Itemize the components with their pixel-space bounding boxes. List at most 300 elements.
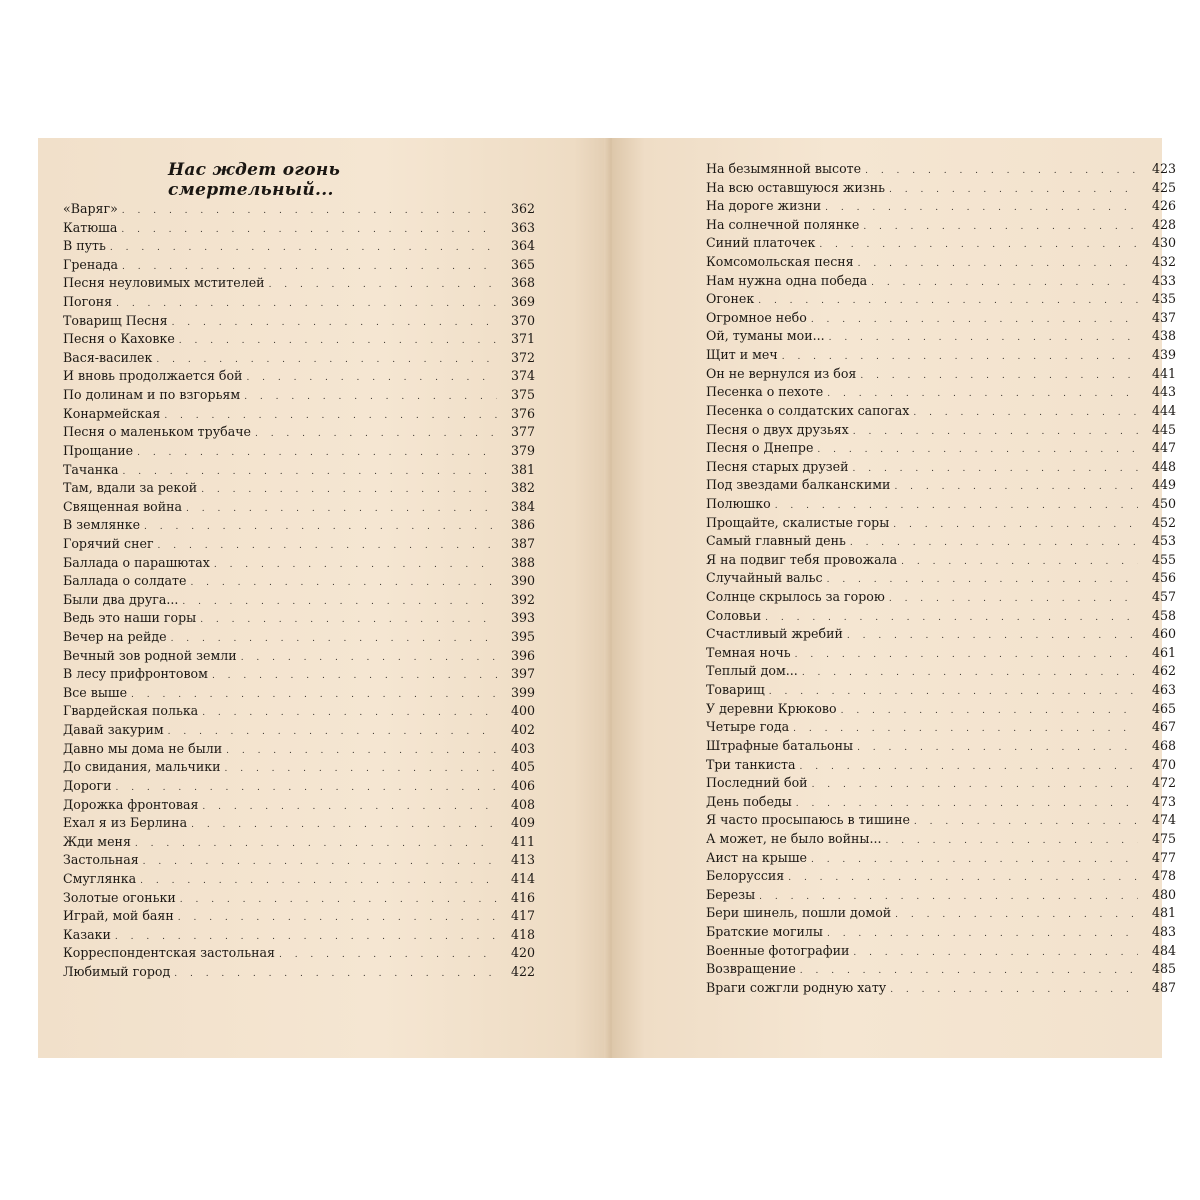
entry-page-number: 478 (1151, 868, 1176, 884)
entry-title: В лесу прифронтовом (63, 666, 208, 682)
entry-page-number: 452 (1151, 514, 1176, 530)
entry-page-number: 362 (510, 201, 535, 216)
dot-leader (121, 225, 497, 235)
entry-title: Священная война (63, 498, 183, 514)
entry-page-number: 408 (510, 796, 535, 812)
dot-leader (889, 594, 1138, 604)
entry-page-number: 438 (1151, 328, 1176, 344)
entry-page-number: 461 (1151, 644, 1176, 660)
toc-entry (63, 331, 535, 350)
toc-entry (706, 719, 1176, 738)
entry-page-number: 487 (1151, 979, 1176, 995)
dot-leader (122, 262, 497, 272)
dot-leader (795, 650, 1138, 660)
toc-entry (706, 198, 1176, 217)
entry-page-number: 443 (1151, 384, 1176, 400)
entry-title: Соловьи (706, 607, 762, 623)
dot-leader (853, 427, 1138, 437)
entry-page-number: 393 (510, 610, 535, 626)
entry-page-number: 364 (510, 238, 535, 254)
entry-page-number: 462 (1151, 663, 1176, 679)
entry-page-number: 453 (1151, 533, 1176, 549)
entry-title: Товарищ (706, 682, 765, 698)
right-page (612, 138, 1176, 1058)
dot-leader (913, 408, 1138, 418)
dot-leader (246, 373, 497, 383)
dot-leader (115, 932, 497, 942)
dot-leader (914, 817, 1138, 827)
entry-page-number: 397 (510, 666, 535, 682)
entry-page-number: 450 (1151, 495, 1176, 511)
entry-page-number: 435 (1151, 291, 1176, 307)
entry-title: Он не вернулся из боя (706, 365, 857, 381)
entry-title: Комсомольская песня (706, 254, 854, 270)
dot-leader (171, 634, 497, 644)
dot-leader (893, 520, 1138, 530)
entry-page-number: 420 (510, 945, 535, 961)
entry-title: Любимый город (63, 963, 171, 979)
dot-leader (116, 299, 497, 309)
toc-entry (706, 645, 1176, 664)
dot-leader (890, 985, 1138, 995)
entry-title: Возвращение (706, 961, 796, 977)
toc-entry (706, 254, 1176, 273)
dot-leader (769, 687, 1138, 697)
toc-entry (706, 477, 1176, 496)
dot-leader (202, 708, 497, 718)
entry-page-number: 416 (510, 889, 535, 905)
toc-entry (706, 217, 1176, 236)
entry-page-number: 444 (1151, 402, 1176, 418)
entry-page-number: 455 (1151, 551, 1176, 567)
entry-page-number: 392 (510, 591, 535, 607)
entry-page-number: 449 (1151, 477, 1176, 493)
toc-entry (63, 945, 535, 964)
toc-entry (63, 406, 535, 425)
toc-entry (706, 291, 1176, 310)
entry-title: В землянке (63, 517, 141, 533)
dot-leader (865, 166, 1138, 176)
entry-page-number: 460 (1151, 626, 1176, 642)
dot-leader (156, 355, 497, 365)
dot-leader (144, 522, 497, 532)
entry-page-number: 437 (1151, 309, 1176, 325)
toc-entry (63, 201, 535, 220)
entry-page-number: 422 (510, 963, 535, 979)
entry-page-number: 441 (1151, 365, 1176, 381)
dot-leader (758, 296, 1138, 306)
toc-entry (706, 924, 1176, 943)
toc-entry (63, 629, 535, 648)
dot-leader (895, 910, 1138, 920)
dot-leader (158, 541, 497, 551)
toc-entry (63, 703, 535, 722)
entry-title: Синий платочек (706, 235, 816, 251)
dot-leader (850, 538, 1138, 548)
entry-page-number: 467 (1151, 719, 1176, 735)
entry-title: Тачанка (63, 461, 119, 477)
dot-leader (123, 467, 497, 477)
dot-leader (819, 240, 1138, 250)
entry-title: Ведь это наши горы (63, 610, 197, 626)
dot-leader (190, 578, 497, 588)
entry-title: Вася-василек (63, 349, 153, 365)
entry-title: Последний бой (706, 775, 808, 791)
dot-leader (847, 631, 1138, 641)
dot-leader (829, 333, 1138, 343)
entry-title: Жди меня (63, 833, 131, 849)
entry-title: Я часто просыпаюсь в тишине (706, 812, 910, 828)
toc-entry (63, 908, 535, 927)
toc-entry (706, 459, 1176, 478)
toc-entry (63, 462, 535, 481)
entry-title: Песня старых друзей (706, 458, 849, 474)
dot-leader (255, 429, 497, 439)
entry-title: Баллада о солдате (63, 573, 187, 589)
dot-leader (178, 913, 497, 923)
entry-page-number: 402 (510, 722, 535, 738)
dot-leader (201, 485, 497, 495)
entry-title: Случайный вальс (706, 570, 823, 586)
dot-leader (858, 259, 1138, 269)
dot-leader (226, 746, 497, 756)
entry-title: Песня о двух друзьях (706, 421, 849, 437)
dot-leader (182, 597, 497, 607)
toc-entry (63, 890, 535, 909)
entry-title: Четыре года (706, 719, 790, 735)
toc-entry (706, 161, 1176, 180)
entry-title: Полюшко (706, 495, 771, 511)
entry-page-number: 426 (1151, 198, 1176, 214)
toc-entry (63, 555, 535, 574)
dot-leader (137, 448, 497, 458)
toc-entry (706, 701, 1176, 720)
entry-page-number: 458 (1151, 607, 1176, 623)
dot-leader (901, 557, 1138, 567)
toc-entry (706, 757, 1176, 776)
entry-page-number: 396 (510, 647, 535, 663)
entry-title: Давно мы дома не были (63, 740, 223, 756)
entry-title: «Варяг» (63, 201, 118, 216)
entry-page-number: 369 (510, 294, 535, 310)
toc-entry (706, 961, 1176, 980)
entry-page-number: 371 (510, 331, 535, 347)
dot-leader (202, 802, 497, 812)
dot-leader (827, 575, 1138, 585)
dot-leader (164, 411, 497, 421)
toc-entry (63, 778, 535, 797)
entry-title: Катюша (63, 219, 118, 235)
entry-title: Самый главный день (706, 533, 846, 549)
entry-page-number: 376 (510, 405, 535, 421)
entry-page-number: 405 (510, 759, 535, 775)
toc-entry (706, 868, 1176, 887)
left-toc-list (63, 201, 535, 983)
dot-leader (143, 857, 497, 867)
toc-entry (63, 573, 535, 592)
dot-leader (269, 280, 497, 290)
entry-page-number: 456 (1151, 570, 1176, 586)
toc-entry (706, 905, 1176, 924)
toc-entry (706, 533, 1176, 552)
entry-title: Прощайте, скалистые горы (706, 514, 890, 530)
entry-title: Штрафные батальоны (706, 737, 854, 753)
entry-page-number: 386 (510, 517, 535, 533)
entry-title: Нам нужна одна победа (706, 272, 868, 288)
entry-title: Погоня (63, 294, 113, 310)
entry-title: Корреспондентская застольная (63, 945, 275, 961)
entry-title: Аист на крыше (706, 849, 807, 865)
entry-page-number: 417 (510, 908, 535, 924)
entry-title: Песенка о пехоте (706, 384, 824, 400)
toc-entry (63, 238, 535, 257)
toc-entry (63, 480, 535, 499)
toc-entry (706, 515, 1176, 534)
toc-entry (706, 180, 1176, 199)
dot-leader (225, 764, 497, 774)
toc-entry (706, 422, 1176, 441)
dot-leader (841, 706, 1138, 716)
toc-entry (706, 403, 1176, 422)
left-page (38, 138, 608, 1058)
toc-entry (63, 424, 535, 443)
entry-page-number: 374 (510, 368, 535, 384)
dot-leader (765, 613, 1138, 623)
dot-leader (186, 504, 497, 514)
entry-page-number: 463 (1151, 682, 1176, 698)
toc-entry (63, 871, 535, 890)
toc-entry (63, 815, 535, 834)
entry-title: Горячий снег (63, 535, 154, 551)
book-spread (38, 138, 1176, 1058)
entry-page-number: 425 (1151, 179, 1176, 195)
toc-entry (63, 387, 535, 406)
dot-leader (853, 464, 1139, 474)
dot-leader (863, 222, 1138, 232)
dot-leader (793, 724, 1138, 734)
toc-entry (706, 608, 1176, 627)
entry-title: Солнце скрылось за горою (706, 589, 885, 605)
toc-entry (706, 235, 1176, 254)
toc-entry (63, 648, 535, 667)
toc-entry (63, 797, 535, 816)
toc-entry (63, 666, 535, 685)
dot-leader (241, 653, 497, 663)
dot-leader (135, 839, 497, 849)
entry-page-number: 411 (510, 833, 535, 849)
toc-entry (63, 313, 535, 332)
entry-title: У деревни Крюково (706, 700, 837, 716)
entry-title: Гвардейская полька (63, 703, 199, 719)
toc-entry (63, 834, 535, 853)
dot-leader (174, 969, 497, 979)
toc-entry (706, 570, 1176, 589)
entry-page-number: 484 (1151, 942, 1176, 958)
entry-page-number: 403 (510, 740, 535, 756)
entry-title: Дороги (63, 777, 112, 793)
entry-title: Теплый дом... (706, 663, 798, 679)
toc-entry (706, 850, 1176, 869)
dot-leader (871, 278, 1138, 288)
dot-leader (802, 668, 1138, 678)
entry-page-number: 375 (510, 387, 535, 403)
entry-title: Вечер на рейде (63, 629, 167, 645)
toc-entry (706, 943, 1176, 962)
entry-page-number: 382 (510, 480, 535, 496)
entry-title: Песня о маленьком трубаче (63, 424, 251, 440)
dot-leader (812, 780, 1138, 790)
dot-leader (172, 318, 497, 328)
toc-entry (63, 350, 535, 369)
entry-title: Огромное небо (706, 309, 807, 325)
toc-entry (706, 775, 1176, 794)
entry-title: Ой, туманы мои... (706, 328, 825, 344)
entry-title: Три танкиста (706, 756, 796, 772)
page-title: Нас ждет огонь смертельный... (168, 160, 341, 200)
entry-title: Вечный зов родной земли (63, 647, 237, 663)
entry-title: На солнечной полянке (706, 216, 860, 232)
entry-page-number: 447 (1151, 440, 1176, 456)
entry-title: В путь (63, 238, 106, 254)
entry-page-number: 430 (1151, 235, 1176, 251)
entry-title: Там, вдали за рекой (63, 480, 198, 496)
toc-entry (63, 927, 535, 946)
toc-entry (63, 852, 535, 871)
dot-leader (180, 895, 497, 905)
dot-leader (214, 560, 497, 570)
toc-entry (706, 980, 1176, 999)
toc-entry (706, 310, 1176, 329)
entry-title: По долинам и по взгорьям (63, 387, 241, 403)
entry-page-number: 457 (1151, 589, 1176, 605)
toc-entry (706, 738, 1176, 757)
entry-page-number: 384 (510, 498, 535, 514)
dot-leader (811, 315, 1138, 325)
entry-title: До свидания, мальчики (63, 759, 221, 775)
dot-leader (115, 783, 497, 793)
entry-page-number: 439 (1151, 347, 1176, 363)
entry-page-number: 372 (510, 349, 535, 365)
entry-title: День победы (706, 793, 792, 809)
toc-entry (63, 443, 535, 462)
dot-leader (800, 762, 1138, 772)
toc-entry (63, 257, 535, 276)
toc-entry (706, 682, 1176, 701)
dot-leader (825, 203, 1138, 213)
dot-leader (788, 873, 1138, 883)
entry-title: Конармейская (63, 405, 161, 421)
entry-page-number: 432 (1151, 254, 1176, 270)
toc-entry (706, 496, 1176, 515)
entry-title: Давай закурим (63, 722, 164, 738)
entry-title: Играй, мой баян (63, 908, 174, 924)
dot-leader (191, 820, 497, 830)
dot-leader (212, 671, 497, 681)
entry-page-number: 475 (1151, 830, 1176, 846)
entry-page-number: 423 (1151, 161, 1176, 176)
toc-entry (706, 440, 1176, 459)
toc-entry (63, 368, 535, 387)
entry-title: Казаки (63, 926, 111, 942)
entry-page-number: 363 (510, 219, 535, 235)
entry-title: Счастливый жребий (706, 626, 843, 642)
entry-page-number: 388 (510, 554, 535, 570)
entry-page-number: 483 (1151, 923, 1176, 939)
entry-title: Прощание (63, 442, 134, 458)
entry-title: Березы (706, 886, 756, 902)
entry-title: Братские могилы (706, 923, 823, 939)
entry-title: Товарищ Песня (63, 312, 168, 328)
entry-page-number: 465 (1151, 700, 1176, 716)
entry-title: На дороге жизни (706, 198, 822, 214)
entry-page-number: 448 (1151, 458, 1176, 474)
dot-leader (110, 243, 497, 253)
entry-page-number: 477 (1151, 849, 1176, 865)
toc-entry (706, 273, 1176, 292)
entry-title: Огонек (706, 291, 755, 307)
toc-entry (706, 812, 1176, 831)
dot-leader (244, 392, 497, 402)
entry-title: Под звездами балканскими (706, 477, 891, 493)
entry-page-number: 485 (1151, 961, 1176, 977)
dot-leader (122, 206, 497, 216)
dot-leader (140, 876, 497, 886)
entry-title: Золотые огоньки (63, 889, 176, 905)
entry-title: Песенка о солдатских сапогах (706, 402, 910, 418)
entry-page-number: 379 (510, 442, 535, 458)
toc-entry (63, 220, 535, 239)
entry-title: Баллада о парашютах (63, 554, 210, 570)
entry-page-number: 365 (510, 256, 535, 272)
dot-leader (131, 690, 497, 700)
entry-page-number: 370 (510, 312, 535, 328)
toc-entry (706, 347, 1176, 366)
entry-page-number: 418 (510, 926, 535, 942)
toc-entry (63, 536, 535, 555)
entry-page-number: 413 (510, 852, 535, 868)
toc-entry (706, 626, 1176, 645)
dot-leader (279, 950, 497, 960)
toc-entry (63, 517, 535, 536)
entry-title: Застольная (63, 852, 139, 868)
entry-page-number: 428 (1151, 216, 1176, 232)
entry-title: И вновь продолжается бой (63, 368, 243, 384)
entry-title: Песня о Днепре (706, 440, 814, 456)
entry-title: Военные фотографии (706, 942, 850, 958)
dot-leader (817, 445, 1138, 455)
dot-leader (860, 371, 1138, 381)
entry-page-number: 473 (1151, 793, 1176, 809)
toc-entry (63, 964, 535, 983)
entry-title: Гренада (63, 256, 119, 272)
toc-entry (706, 366, 1176, 385)
toc-entry (706, 663, 1176, 682)
entry-page-number: 480 (1151, 886, 1176, 902)
entry-page-number: 406 (510, 777, 535, 793)
dot-leader (775, 501, 1138, 511)
entry-title: Смуглянка (63, 870, 137, 886)
dot-leader (889, 185, 1138, 195)
entry-title: Я на подвиг тебя провожала (706, 551, 898, 567)
toc-entry (706, 328, 1176, 347)
entry-page-number: 399 (510, 684, 535, 700)
dot-leader (800, 966, 1138, 976)
toc-entry (63, 741, 535, 760)
entry-page-number: 390 (510, 573, 535, 589)
entry-title: Были два друга... (63, 591, 179, 607)
entry-title: А может, не было войны... (706, 830, 882, 846)
entry-title: Ехал я из Берлина (63, 815, 188, 831)
